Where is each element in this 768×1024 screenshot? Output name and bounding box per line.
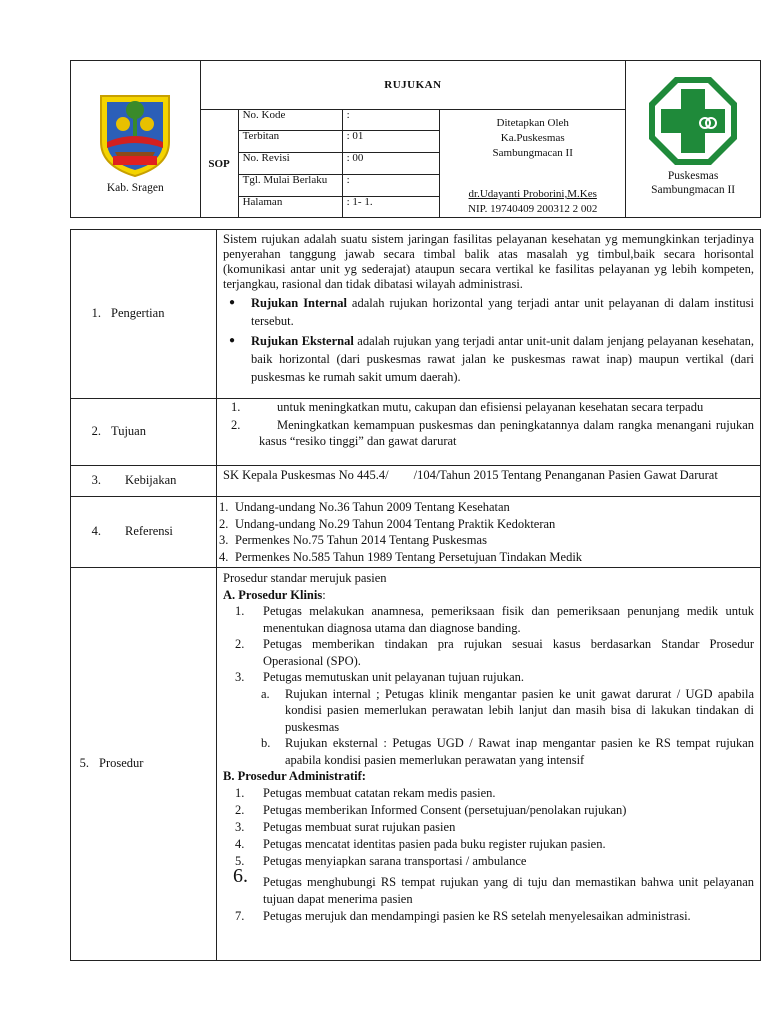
section-label: 3. Kebijakan <box>71 466 217 497</box>
puskesmas-name-line1: Puskesmas <box>667 170 719 182</box>
meta-label: No. Kode <box>239 110 343 131</box>
meta-row <box>239 174 440 196</box>
meta-value: : 1- 1. <box>342 196 439 217</box>
list-item: 1. Petugas melakukan anamnesa, pemeriksaan fisik dan pemeriksaan penunjang medik untuk menentukan diagnosa utama dan diagnose banding. <box>235 604 754 635</box>
prosedur-administratif-list <box>223 785 754 925</box>
sragen-logo-caption: Kab. Sragen <box>106 182 164 194</box>
meta-label: Terbitan <box>239 131 343 153</box>
list-item: 1. Undang-undang No.36 Tahun 2009 Tentang Kesehatan <box>219 500 510 514</box>
document-meta-cell <box>238 110 440 218</box>
document-meta-table <box>239 110 440 217</box>
list-item: 3. Petugas memutuskan unit pelayanan tujuan rujukan. a. Rujukan internal ; Petugas klinik mengantar pasien ke unit gawat darurat / UGD apabila kondisi pasien memerlukan perawatan lebih lanjut dan masih bisa di lakukan tindakan di puskesmas b. Rujukan eksternal : Petugas UGD / Rawat inap mengantar pasien ke RS tempat rujukan apabila kondisi pasien memerlukan perawatan yang intensif <box>223 669 754 768</box>
meta-row <box>239 196 440 217</box>
meta-row <box>239 131 440 153</box>
meta-label: Halaman <box>239 196 343 217</box>
prosedur-klinis-title: A. Prosedur Klinis: <box>223 587 326 602</box>
list-item: ● Rujukan Eksternal adalah rujukan yang terjadi antar unit-unit dalam jenjang pelayanan kesehatan, baik horizontal (dari puskesmas rawat jalan ke puskesmas rawat inap) maupun vertikal (dari puskesmas ke rumah sakit umum daerah). <box>251 332 754 386</box>
meta-value: : <box>342 110 439 131</box>
approval-line2: Ka.Puskesmas <box>500 132 565 144</box>
pengertian-intro: Sistem rujukan adalah suatu sistem jaringan fasilitas pelayanan kesehatan yg memungkinkan terjadinya penyerahan tanggung jawab secara timbal balik atas masalah yg timbul,baik secara horisontal (komunikasi antar unit yg sederajat) ataupun secara vertikal ke fasilitas pelayanan yg lebih kompeten, terjangkau, rasional dan tidak dibatasi wilayah administrasi. <box>223 232 754 291</box>
list-item: 6. Petugas menghubungi RS tempat rujukan yang di tuju dan memastikan bahwa unit pelayanan tujuan dapat menerima pasien <box>233 864 754 906</box>
list-item: 3. Petugas membuat surat rujukan pasien <box>235 819 456 834</box>
prosedur-klinis-list <box>223 603 754 768</box>
referensi-list <box>217 499 754 565</box>
prosedur-administratif-title: B. Prosedur Administratif: <box>223 769 366 783</box>
list-item: 2. Petugas memberikan Informed Consent (persetujuan/penolakan rujukan) <box>235 802 627 817</box>
list-item: 4. Petugas mencatat identitas pasien pada buku register rujukan pasien. <box>235 836 606 851</box>
meta-row <box>239 110 440 131</box>
puskesmas-logo-icon <box>647 75 739 167</box>
approval-line3: Sambungmacan II <box>492 147 573 159</box>
section-content <box>217 230 761 399</box>
sop-header-table <box>70 60 761 218</box>
list-item: 2. Petugas memberikan tindakan pra rujukan sesuai kasus berdasarkan Standar Prosedur Operasional (SPO). <box>235 637 754 668</box>
section-label: 2. Tujuan <box>71 399 217 466</box>
meta-label: Tgl. Mulai Berlaku <box>239 174 343 196</box>
section-label: 4. Referensi <box>71 497 217 568</box>
puskesmas-logo-cell <box>626 61 761 218</box>
list-item: b. Rujukan eksternal : Petugas UGD / Rawat inap mengantar pasien ke RS tempat rujukan apabila kondisi pasien memerlukan perawatan yang intensif <box>261 736 754 767</box>
meta-row <box>239 153 440 175</box>
section-tujuan <box>71 399 761 466</box>
list-item: a. Rujukan internal ; Petugas klinik mengantar pasien ke unit gawat darurat / UGD apabila kondisi pasien memerlukan perawatan lebih lanjut dan masih bisa di lakukan tindakan di puskesmas <box>261 686 754 734</box>
sop-label: SOP <box>200 110 238 218</box>
list-item: ● Rujukan Internal adalah rujukan horizontal yang terjadi antar unit pelayanan di dalam institusi tersebut. <box>251 294 754 330</box>
document-title: RUJUKAN <box>200 61 626 110</box>
section-label: 1. Pengertian <box>71 230 217 399</box>
tujuan-list <box>223 399 754 449</box>
section-prosedur <box>71 568 761 961</box>
section-content <box>217 399 761 466</box>
prosedur-intro: Prosedur standar merujuk pasien <box>223 571 387 585</box>
list-item: 1. Petugas membuat catatan rekam medis pasien. <box>235 785 496 800</box>
list-item: 2. Meningkatkan kemampuan puskesmas dan peningkatannya dalam rangka menangani rujukan kasus “resiko tinggi” dan gawat darurat <box>231 418 754 448</box>
rujukan-type-list <box>223 686 754 769</box>
sop-content-table <box>70 229 761 961</box>
section-kebijakan <box>71 466 761 497</box>
signer-name: dr.Udayanti Proborini,M.Kes <box>468 188 597 200</box>
section-referensi <box>71 497 761 568</box>
sragen-regency-logo-icon <box>93 90 177 180</box>
list-item: 2. Undang-undang No.29 Tahun 2004 Tentang Praktik Kedokteran <box>219 516 556 531</box>
meta-value: : 01 <box>342 131 439 153</box>
section-label: 5. Prosedur <box>71 568 217 961</box>
section-content <box>217 497 761 568</box>
section-content <box>217 568 761 961</box>
pengertian-list <box>223 294 754 386</box>
meta-value: : 00 <box>342 153 439 175</box>
list-item: 3. Permenkes No.75 Tahun 2014 Tentang Puskesmas <box>219 533 487 547</box>
section-pengertian <box>71 230 761 399</box>
sragen-logo-cell <box>71 61 201 218</box>
list-item: 5. Petugas menyiapkan sarana transportasi / ambulance <box>235 853 527 868</box>
approval-cell <box>440 110 626 218</box>
meta-value: : <box>342 174 439 196</box>
list-item: 7. Petugas merujuk dan mendampingi pasien ke RS setelah menyelesaikan administrasi. <box>235 908 691 923</box>
puskesmas-name-line2: Sambungmacan II <box>651 184 736 196</box>
approval-line1: Ditetapkan Oleh <box>496 117 569 129</box>
signer-nip: NIP. 19740409 200312 2 002 <box>468 203 598 215</box>
list-item: 1. untuk meningkatkan mutu, cakupan dan efisiensi pelayanan kesehatan secara terpadu <box>231 400 704 414</box>
list-item: 4. Permenkes No.585 Tahun 1989 Tentang Persetujuan Tindakan Medik <box>219 549 583 564</box>
meta-label: No. Revisi <box>239 153 343 175</box>
section-content: SK Kepala Puskesmas No 445.4/ /104/Tahun 2015 Tentang Penanganan Pasien Gawat Darurat <box>217 466 761 497</box>
